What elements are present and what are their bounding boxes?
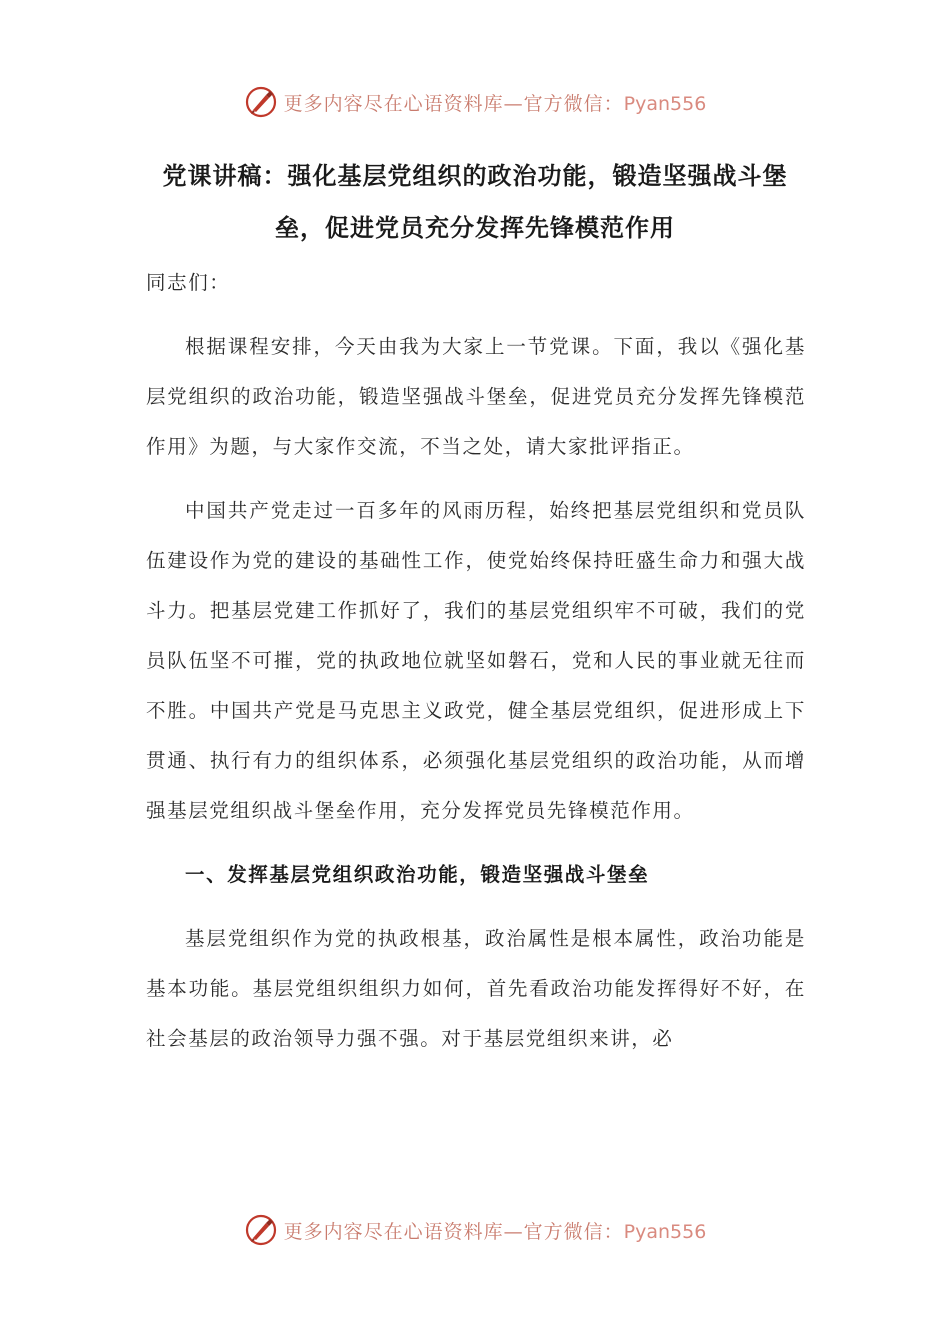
watermark-text: 更多内容尽在心语资料库—官方微信：Pyan556 (283, 1220, 707, 1243)
document-title: 党课讲稿：强化基层党组织的政治功能，锻造坚强战斗堡垒，促进党员充分发挥先锋模范作用 (162, 161, 788, 242)
pen-logo-icon (244, 1213, 278, 1247)
document-body (146, 258, 806, 1064)
background-paragraph: 中国共产党走过一百多年的风雨历程，始终把基层党组织和党员队伍建设作为党的建设的基础性工作，使党始终保持旺盛生命力和强大战斗力。把基层党建工作抓好了，我们的基层党组织牢不可破，我们的党员队伍坚不可摧，党的执政地位就坚如磐石，党和人民的事业就无往而不胜。中国共产党是马克思主义政党，健全基层党组织，促进形成上下贯通、执行有力的组织体系，必须强化基层党组织的政治功能，从而增强基层党组织战斗堡垒作用，充分发挥党员先锋模范作用。 (146, 499, 806, 822)
watermark-account: Pyan556 (623, 92, 707, 115)
footer-watermark (0, 1210, 950, 1250)
section-heading: 一、发挥基层党组织政治功能，锻造坚强战斗堡垒 (185, 863, 650, 886)
watermark-account: Pyan556 (623, 1220, 707, 1243)
watermark-text: 更多内容尽在心语资料库—官方微信：Pyan556 (283, 92, 707, 115)
header-watermark (0, 82, 950, 122)
pen-logo-icon (244, 85, 278, 119)
section-paragraph: 基层党组织作为党的执政根基，政治属性是根本属性，政治功能是基本功能。基层党组织组织力如何，首先看政治功能发挥得好不好，在社会基层的政治领导力强不强。对于基层党组织来讲，必 (146, 927, 806, 1050)
intro-paragraph: 根据课程安排，今天由我为大家上一节党课。下面，我以《强化基层党组织的政治功能，锻造坚强战斗堡垒，促进党员充分发挥先锋模范作用》为题，与大家作交流，不当之处，请大家批评指正。 (146, 335, 806, 458)
salutation: 同志们： (146, 271, 231, 294)
